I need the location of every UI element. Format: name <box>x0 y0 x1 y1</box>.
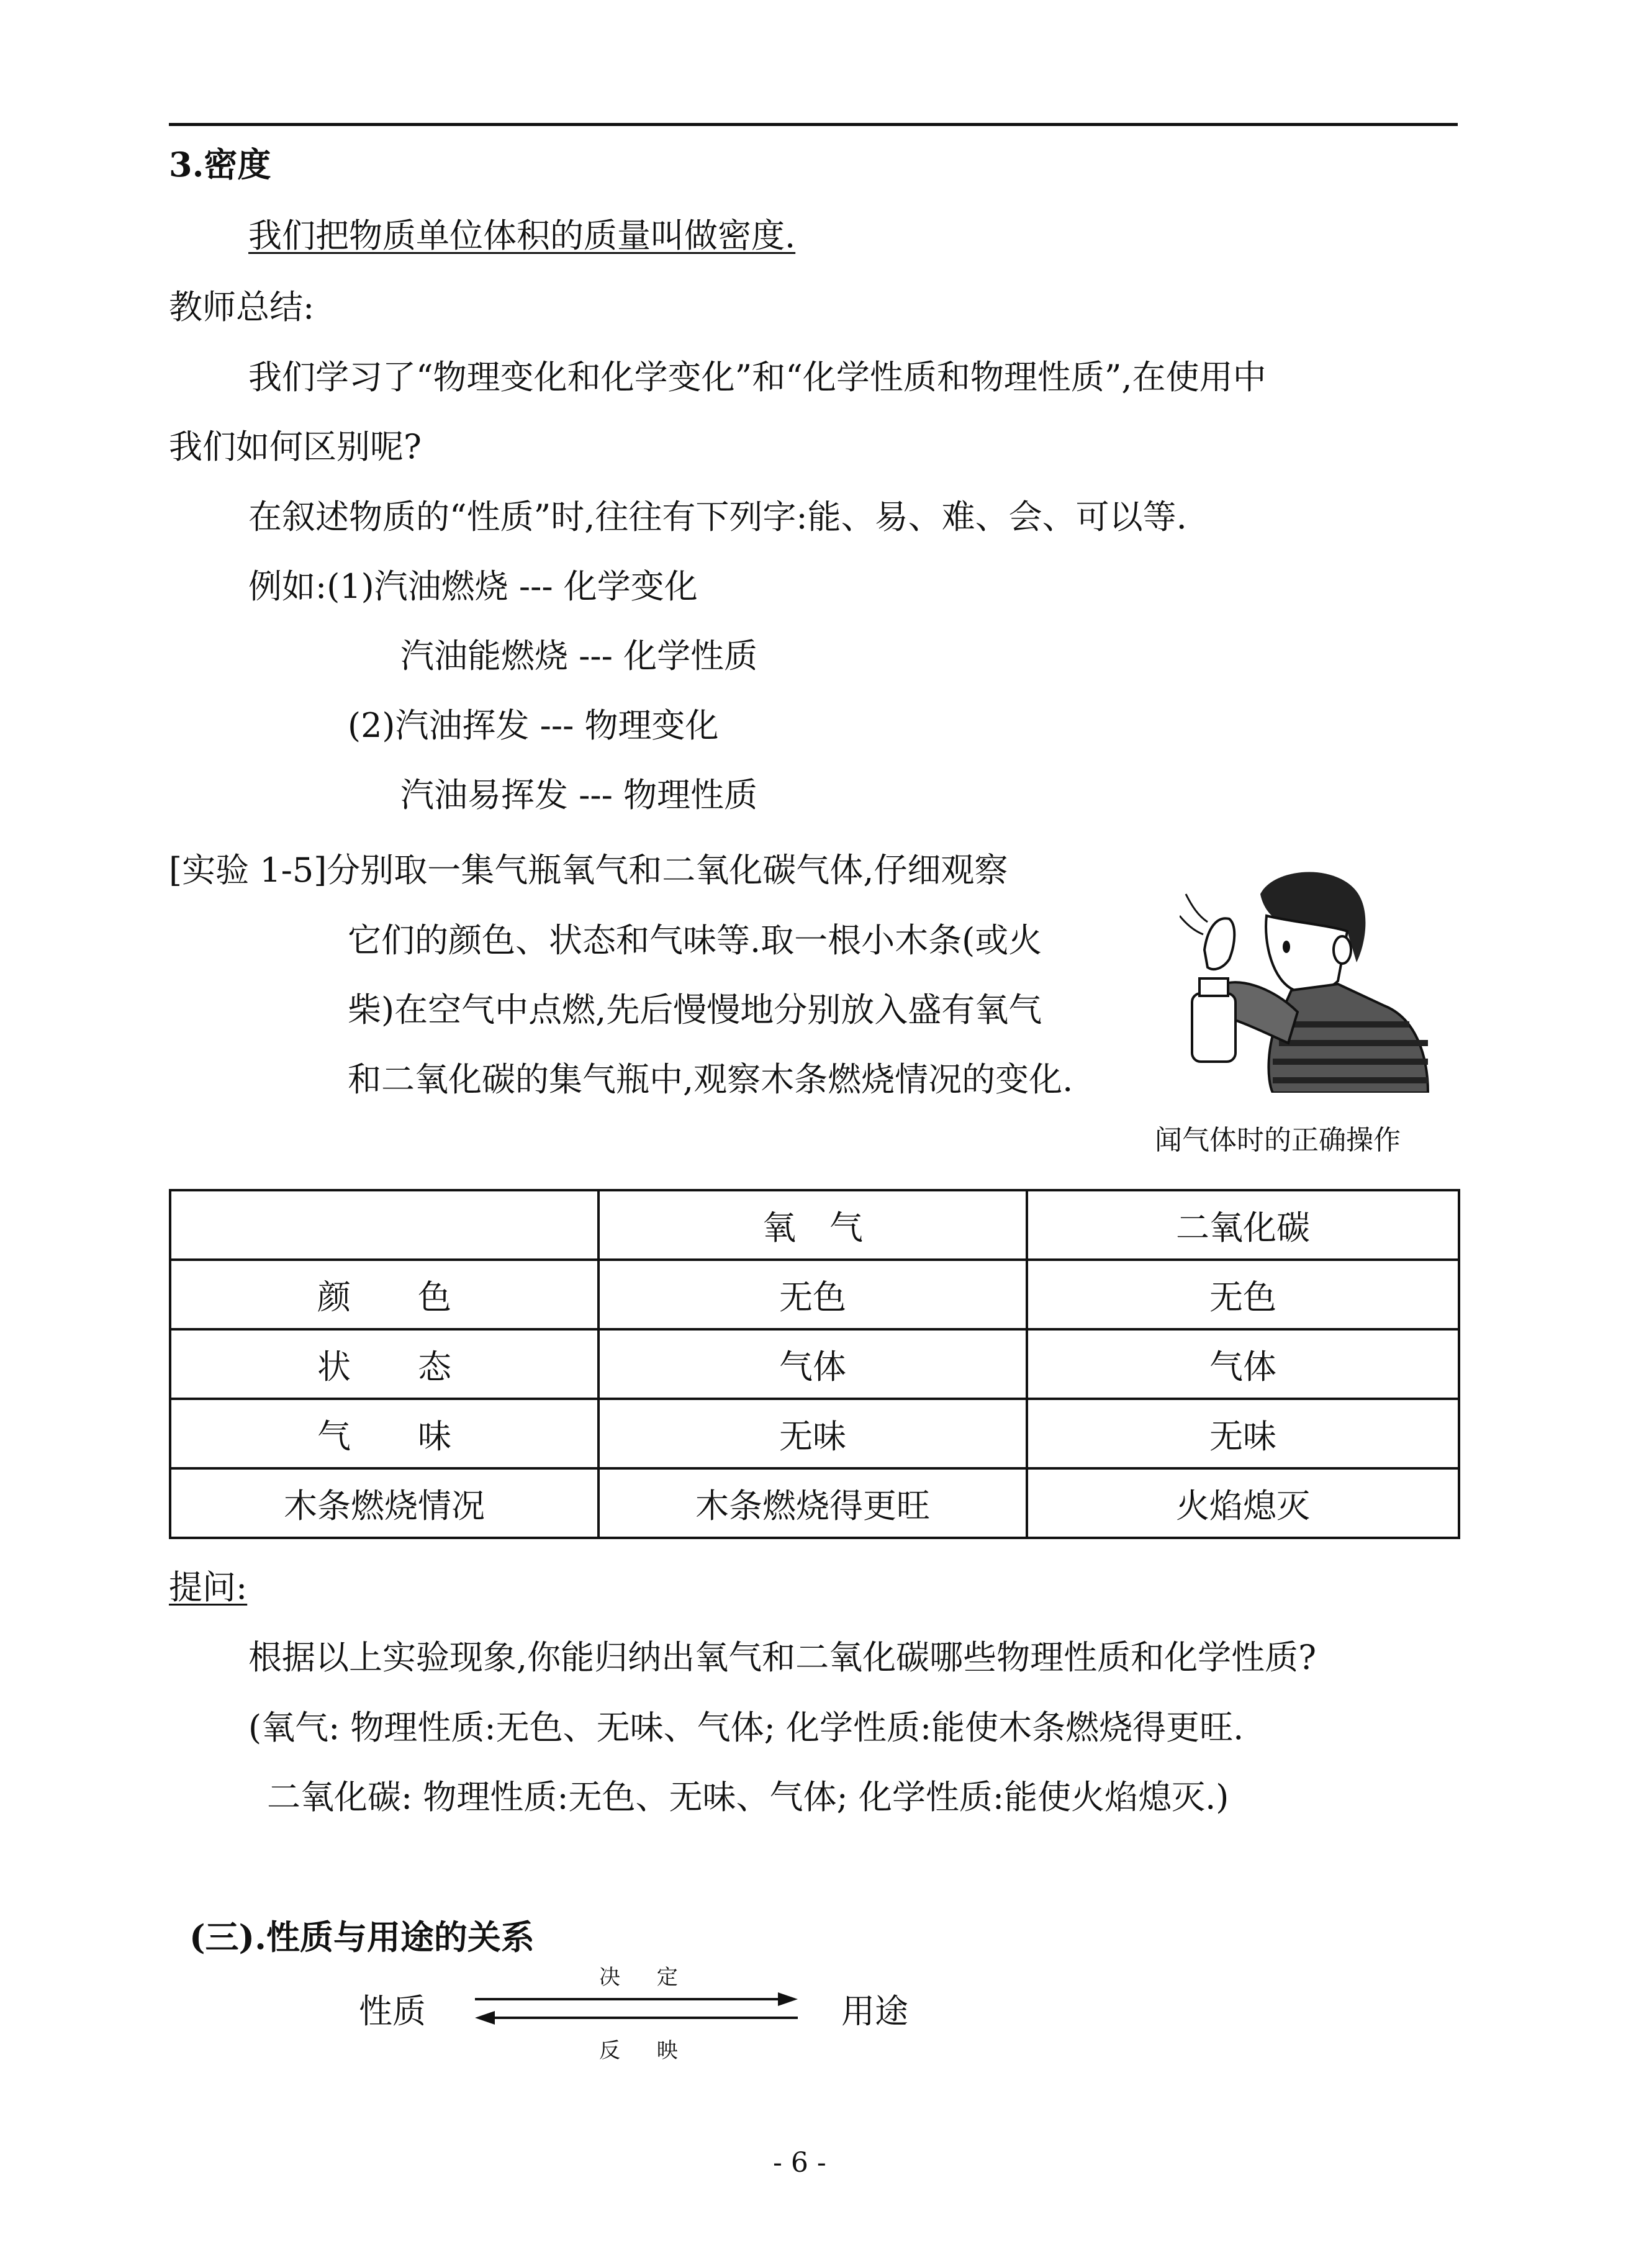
table-header-cell: 二氧化碳 <box>1027 1190 1459 1260</box>
experiment-line-3: 柴)在空气中点燃,先后慢慢地分别放入盛有氧气 <box>348 990 1042 1029</box>
table-cell: 无味 <box>1027 1399 1459 1468</box>
header-rule <box>169 123 1458 126</box>
table-header-cell <box>170 1190 598 1260</box>
arrow-right-head <box>778 1992 798 2006</box>
section-three-heading: (三).性质与用途的关系 <box>189 1917 535 1957</box>
table-row <box>170 1468 1459 1538</box>
figure-caption: 闻气体时的正确操作 <box>1155 1124 1401 1156</box>
table-row <box>170 1329 1459 1399</box>
relation-right: 用途 <box>841 1992 908 2031</box>
summary-line-3: 在叙述物质的“性质”时,往往有下列字:能、易、难、会、可以等. <box>248 497 1187 536</box>
question-line-1: 根据以上实验现象,你能归纳出氧气和二氧化碳哪些物理性质和化学性质? <box>248 1638 1317 1677</box>
experiment-line-4: 和二氧化碳的集气瓶中,观察木条燃烧情况的变化. <box>348 1060 1073 1099</box>
boy-smelling-gas-illustration <box>1180 857 1440 1093</box>
table-cell: 无色 <box>598 1260 1027 1329</box>
question-label-text: 提问: <box>169 1568 248 1607</box>
arrow-bottom-label: 反 映 <box>599 2038 693 2063</box>
table-cell: 火焰熄灭 <box>1027 1468 1459 1538</box>
table-cell: 颜 色 <box>170 1260 598 1329</box>
summary-line-2: 我们如何区别呢? <box>169 427 422 466</box>
example-2b: 汽油易挥发 --- 物理性质 <box>400 775 758 815</box>
relation-arrows <box>469 1987 804 2030</box>
table-header-row <box>170 1190 1459 1260</box>
arrow-top-label: 决 定 <box>599 1965 693 1990</box>
density-heading: 3.密度 <box>169 145 271 184</box>
arrow-left-head <box>475 2011 495 2025</box>
properties-table <box>169 1189 1460 1539</box>
table-cell: 状 态 <box>170 1329 598 1399</box>
relation-left: 性质 <box>359 1992 426 2031</box>
example-1a: 例如:(1)汽油燃烧 --- 化学变化 <box>248 567 698 606</box>
table-cell: 气体 <box>598 1329 1027 1399</box>
question-line-3: 二氧化碳: 物理性质:无色、无味、气体; 化学性质:能使火焰熄灭.) <box>267 1778 1229 1817</box>
table-cell: 无色 <box>1027 1260 1459 1329</box>
experiment-line-1: [实验 1-5]分别取一集气瓶氧气和二氧化碳气体,仔细观察 <box>169 851 1008 890</box>
teacher-summary-label: 教师总结: <box>169 287 315 327</box>
question-line-2: (氧气: 物理性质:无色、无味、气体; 化学性质:能使木条燃烧得更旺. <box>248 1708 1244 1747</box>
question-label <box>169 1566 247 1609</box>
page-number: - 6 - <box>773 2147 826 2179</box>
table-cell: 无味 <box>598 1399 1027 1468</box>
table-cell: 木条燃烧情况 <box>170 1468 598 1538</box>
example-1b: 汽油能燃烧 --- 化学性质 <box>400 636 758 675</box>
table-cell: 气体 <box>1027 1329 1459 1399</box>
density-definition-text: 我们把物质单位体积的质量叫做密度. <box>248 216 796 255</box>
table-row <box>170 1399 1459 1468</box>
density-definition <box>248 214 795 258</box>
table-cell: 木条燃烧得更旺 <box>598 1468 1027 1538</box>
example-2a: (2)汽油挥发 --- 物理变化 <box>348 706 719 745</box>
summary-line-1: 我们学习了“物理变化和化学变化”和“化学性质和物理性质”,在使用中 <box>248 358 1267 397</box>
table-row <box>170 1260 1459 1329</box>
table-cell: 气 味 <box>170 1399 598 1468</box>
experiment-line-2: 它们的颜色、状态和气味等.取一根小木条(或火 <box>348 921 1042 960</box>
table-header-cell: 氧 气 <box>598 1190 1027 1260</box>
